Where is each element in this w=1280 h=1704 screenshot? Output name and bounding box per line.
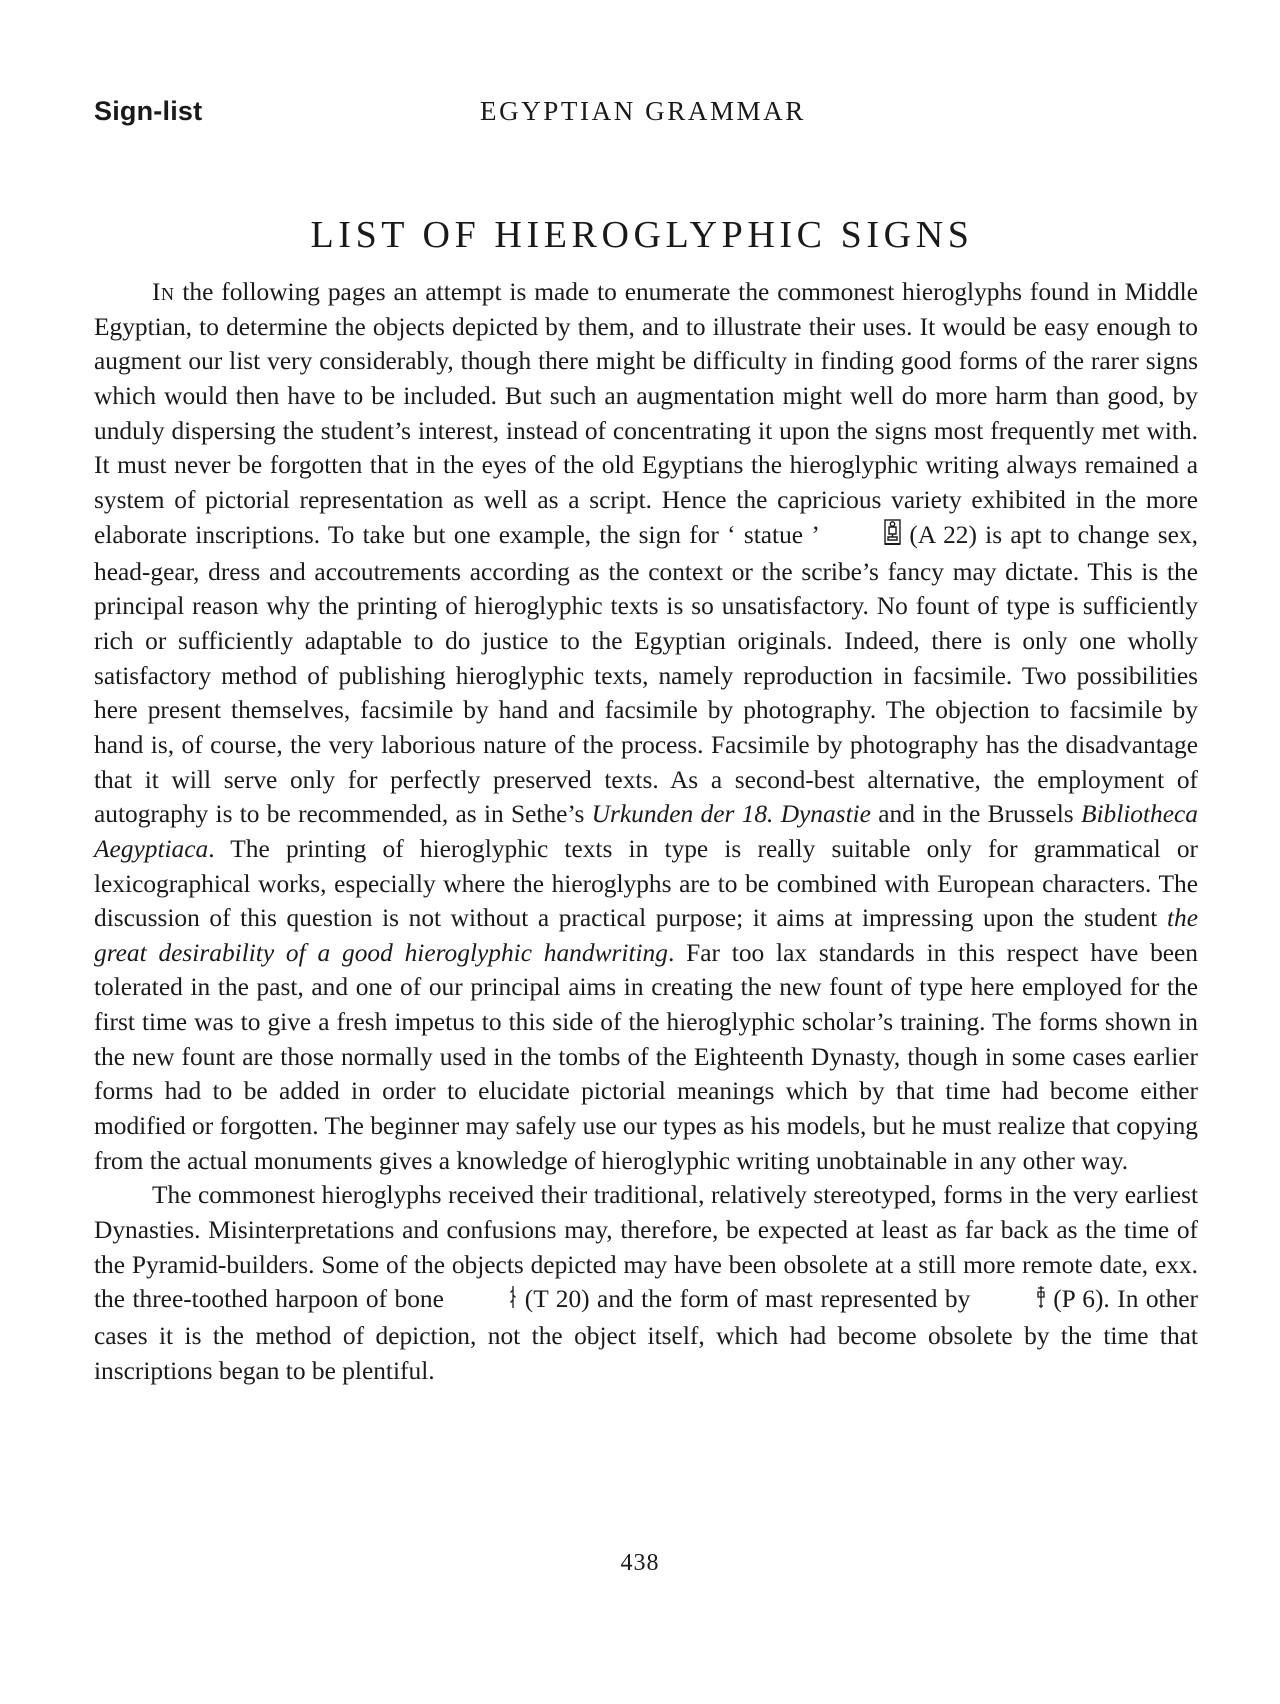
chapter-title: LIST OF HIEROGLYPHIC SIGNS (310, 214, 974, 256)
paragraph-1-text-4: . The printing of hieroglyphic texts in type is really suitable only for grammatical or lexicographical works, especially where the hieroglyphs are to be combined with European characters. The discussion of this question is not without a practical purpose; it aims at impressing upon the student (94, 834, 1198, 933)
paragraph-2-text-2: (T 20) and the form of mast represented by (517, 1285, 978, 1314)
italic-title-bibliotheca: Bibliotheca Aegyptiaca (94, 800, 1198, 863)
paragraph-1-text-3: and in the Brussels (870, 800, 1081, 829)
paragraph-1 (94, 275, 1198, 1178)
body-text (94, 275, 1198, 1388)
paragraph-1-text-1: the following pages an attempt is made to enumerate the commonest hieroglyphs found in Middle Egyptian, to determine the objects depicted by them, and to illustrate their uses. It would be easy enough to augment our list very considerably, though there might be difficulty in finding good forms of the rarer signs which would then have to be included. But such an augmentation might well do more harm than good, by unduly dispersing the student’s interest, instead of concentrating it upon the signs most frequently met with. It must never be forgotten that in the eyes of the old Egyptians the hieroglyphic writing always remained a system of pictorial representation as well as a script. Hence the capricious variety exhibited in the more elaborate inscriptions. To take but one example, the sign for ‘ statue ’ (94, 278, 1198, 549)
paragraph-1-text-5: . Far too lax standards in this respect have been tolerated in the past, and one of our principal aims in creating the new fount of type here employed for the first time was to give a fresh impetus to this side of the hieroglyphic scholar’s training. The forms shown in the new fount are those normally used in the tombs of the Eighteenth Dynasty, though in some cases earlier forms had to be added in order to elucidate pictorial meanings which by that time had become either modified or forgotten. The beginner may safely use our types as his models, but he must realize that copying from the actual monuments gives a knowledge of hieroglyphic writing unobtainable in any other way. (94, 938, 1198, 1175)
paragraph-2-text-3: (P 6). In other cases it is the method of depiction, not the object itself, which had become obsolete by the time that inscriptions began to be plentiful. (94, 1285, 1199, 1385)
section-label: Sign-list (94, 96, 203, 126)
running-head (94, 96, 1194, 136)
paragraph-1-text-2: (A 22) is apt to change sex, head-gear, dress and accoutrements according as the context or the scribe’s fancy may dictate. This is the principal reason why the printing of hieroglyphic texts is so unsatisfactory. No fount of type is sufficiently rich or sufficiently adaptable to do justice to the Egyptian originals. Indeed, there is only one wholly satisfactory method of publishing hieroglyphic texts, namely reproduction in facsimile. Two possibilities here present themselves, facsimile by hand and facsimile by photography. The objection to facsimile by hand is, of course, the very laborious nature of the process. Facsimile by photography has the disadvantage that it will serve only for perfectly preserved texts. As a second-best alternative, the employment of autography is to be recommended, as in Sethe’s (94, 520, 1198, 829)
paragraph-2 (94, 1178, 1198, 1388)
italic-emphasis: the great desirability of a good hieroglyphic handwriting (94, 904, 1198, 967)
book-title: EGYPTIAN GRAMMAR (480, 96, 806, 126)
three-toothed-harpoon-hieroglyph-icon (451, 1284, 517, 1319)
seated-statue-hieroglyph-icon (826, 519, 901, 555)
page-number: 438 (620, 1550, 660, 1576)
italic-title-urkunden: Urkunden der 18. Dynastie (591, 800, 871, 829)
paragraph-2-text-1: The commonest hieroglyphs received their traditional, relatively stereotyped, forms in the very earliest Dynasties. Misinterpretations and confusions may, therefore, be expected at least as far back as the time of the Pyramid-builders. Some of the objects depicted may have been obsolete at a still more remote date, exx. the three-toothed harpoon of bone (94, 1181, 1198, 1314)
mast-hieroglyph-icon (978, 1284, 1046, 1319)
dropcap-word: In (152, 278, 175, 306)
